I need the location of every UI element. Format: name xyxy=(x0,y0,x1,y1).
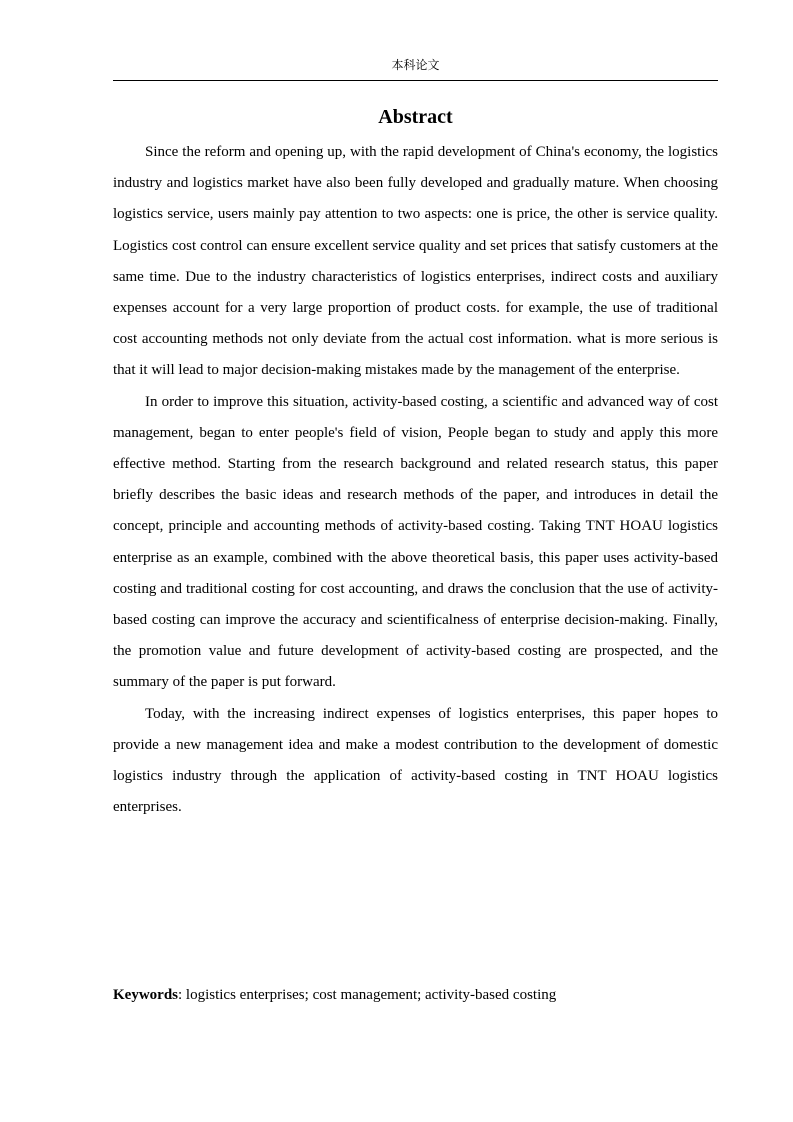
abstract-paragraph: Today, with the increasing indirect expenses of logistics enterprises, this paper hopes to provide a new management idea and make a modest contribution to the development of domestic logistics industry through the application of activity-based costing in TNT HOAU logistics enterprises. xyxy=(113,705,718,816)
abstract-body xyxy=(113,137,718,823)
header-rule xyxy=(113,80,718,81)
keywords-label: Keywords xyxy=(113,987,178,1003)
keywords-text: logistics enterprises; cost management; activity-based costing xyxy=(185,987,557,1003)
keywords-separator: : xyxy=(178,987,186,1003)
abstract-paragraph: Since the reform and opening up, with the rapid development of China's economy, the logistics industry and logistics market have also been fully developed and gradually mature. When choosing logistics service, users mainly pay attention to two aspects: one is price, the other is service quality. Logistics cost control can ensure excellent service quality and set prices that satisfy customers at the same time. Due to the industry characteristics of logistics enterprises, indirect costs and auxiliary expenses account for a very large proportion of product costs. for example, the use of traditional cost accounting methods not only deviate from the actual cost information. what is more serious is that it will lead to major decision-making mistakes made by the management of the enterprise. xyxy=(113,144,718,379)
keywords-line xyxy=(113,982,718,1008)
abstract-title: Abstract xyxy=(378,106,453,128)
abstract-paragraph: In order to improve this situation, activity-based costing, a scientific and advanced way of cost management, began to enter people's field of vision, People began to study and apply this more effective method. Starting from the research background and related research status, this paper briefly describes the basic ideas and research methods of the paper, and introduces in detail the concept, principle and accounting methods of activity-based costing. Taking TNT HOAU logistics enterprise as an example, combined with the above theoretical basis, this paper uses activity-based costing and traditional costing for cost accounting, and draws the conclusion that the use of activity-based costing can improve the accuracy and scientificalness of enterprise decision-making. Finally, the promotion value and future development of activity-based costing are prospected, and the summary of the paper is put forward. xyxy=(113,393,718,691)
running-header: 本科论文 xyxy=(391,58,440,72)
